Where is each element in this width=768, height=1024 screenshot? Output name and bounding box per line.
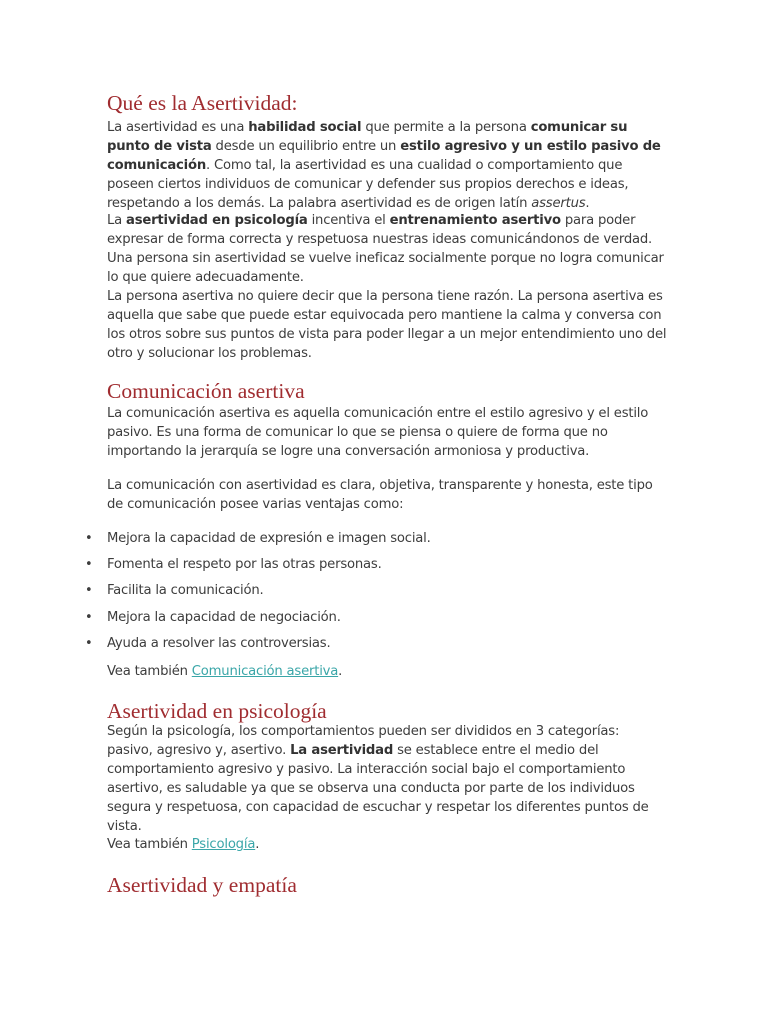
list-item-text: Ayuda a resolver las controversias. xyxy=(107,636,331,651)
comunicacion-asertiva-link[interactable]: Comunicación asertiva xyxy=(191,664,339,679)
bullet-icon: • xyxy=(85,636,93,651)
see-also-suffix: . xyxy=(338,664,343,679)
see-also-suffix: . xyxy=(255,837,260,852)
list-item xyxy=(85,582,667,601)
bullet-icon: • xyxy=(85,583,93,598)
text-run: La xyxy=(107,213,127,228)
text-run: La asertividad es una xyxy=(107,120,249,135)
see-also-prefix: Vea también xyxy=(107,837,192,852)
bold-text: estilo agresivo y un estilo pasivo de comunicación xyxy=(107,138,661,173)
list-item xyxy=(85,556,667,575)
psychology-paragraph xyxy=(107,212,667,288)
see-also-prefix: Vea también xyxy=(107,664,192,679)
text-run: . xyxy=(585,195,590,211)
text-run: incentiva el xyxy=(307,213,390,228)
list-item-text: Mejora la capacidad de negociación. xyxy=(107,610,341,625)
text-run: que permite a la persona xyxy=(361,120,531,135)
italic-text: assertus xyxy=(531,195,586,211)
bold-text: asertividad en psicología xyxy=(126,213,308,228)
intro-paragraph xyxy=(107,119,667,214)
psicologia-paragraph xyxy=(107,723,667,836)
list-item xyxy=(85,635,667,654)
text-run: desde un equilibrio entre un xyxy=(211,138,401,154)
bullet-icon: • xyxy=(85,610,93,625)
bold-text: comunicar su punto de vista xyxy=(107,120,628,154)
text-run: Según la psicología, los comportamientos pueden ser divididos en 3 categorías: pasivo, agresivo y, asertivo. xyxy=(107,724,620,758)
list-item-text: Fomenta el respeto por las otras personas. xyxy=(107,557,382,572)
bullet-icon: • xyxy=(85,531,93,546)
list-item xyxy=(85,530,667,549)
text-run: . Como tal, la asertividad es una cualidad o comportamiento que poseen ciertos individuos de comunicar y defender sus propios derechos e ideas, respetando a los demás. La palabra asertividad es de origen latín xyxy=(107,157,629,211)
bold-text: entrenamiento asertivo xyxy=(389,213,561,228)
bullet-icon: • xyxy=(85,557,93,572)
text-run: se establece entre el medio del comportamiento agresivo y pasivo. La interacción social bajo el comportamiento asertivo, es saludable ya que se observa una conducta por parte de los individuos segura y respetuosa, con capacidad de escuchar y respetar los diferentes puntos de vista. xyxy=(107,742,649,834)
section-heading-asertividad-empatia: Asertividad y empatía xyxy=(107,873,297,897)
comunicacion-paragraph-2: La comunicación con asertividad es clara, objetiva, transparente y honesta, este tipo de comunicación posee varias ventajas como: xyxy=(107,478,653,512)
section-heading-comunicacion-asertiva: Comunicación asertiva xyxy=(107,379,305,403)
bold-text: La asertividad xyxy=(290,742,394,758)
psicologia-link[interactable]: Psicología xyxy=(191,837,256,852)
list-item-text: Facilita la comunicación. xyxy=(107,583,264,598)
list-item xyxy=(85,609,667,628)
comunicacion-paragraph-1: La comunicación asertiva es aquella comunicación entre el estilo agresivo y el estilo pasivo. Es una forma de comunicar lo que se piensa o quiere de forma que no importando la jerarquía se logre una conversación armoniosa y productiva. xyxy=(107,406,649,459)
list-item-text: Mejora la capacidad de expresión e imagen social. xyxy=(107,531,431,546)
assertive-person-paragraph: La persona asertiva no quiere decir que la persona tiene razón. La persona asertiva es aquella que sabe que puede estar equivocada pero mantiene la calma y conversa con los otros sobre sus puntos de vista para poder llegar a un mejor entendimiento uno del otro y solucionar los problemas. xyxy=(107,289,667,361)
bold-text: habilidad social xyxy=(248,120,362,135)
see-also-comunicacion xyxy=(107,663,667,682)
see-also-psicologia xyxy=(107,836,667,855)
text-run: para poder expresar de forma correcta y respetuosa nuestras ideas comunicándonos de verdad. Una persona sin asertividad se vuelve ineficaz socialmente porque no logra comunicar lo que quiere adecuadamente. xyxy=(107,213,664,285)
section-heading-que-es: Qué es la Asertividad: xyxy=(107,91,298,115)
section-heading-asertividad-psicologia: Asertividad en psicología xyxy=(107,699,327,723)
